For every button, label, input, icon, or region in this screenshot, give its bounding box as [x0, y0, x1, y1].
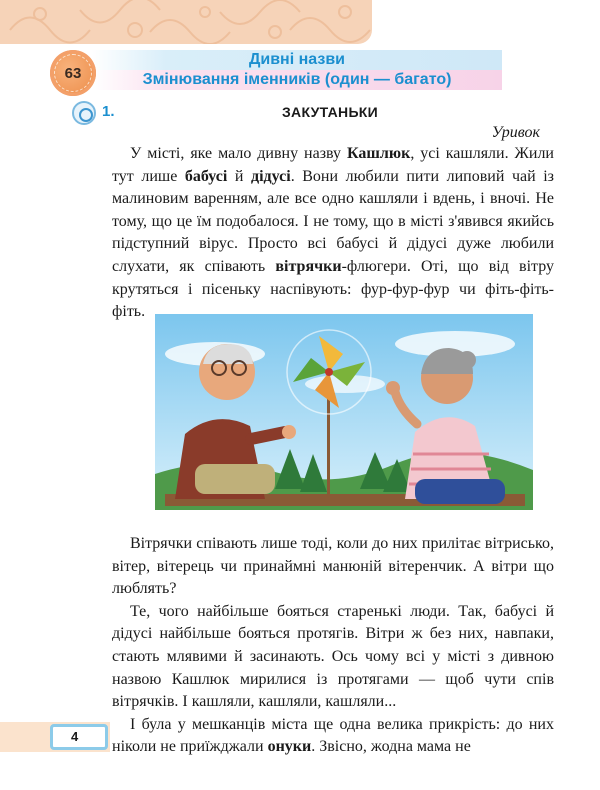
- excerpt-label: Уривок: [491, 124, 540, 141]
- task-number: 1.: [102, 103, 115, 120]
- bold-word: дідусі: [251, 167, 291, 185]
- story-title: ЗАКУТАНЬКИ: [281, 104, 379, 120]
- bold-word: Кашлюк: [347, 145, 411, 162]
- bold-word: бабусі: [184, 167, 228, 185]
- lesson-title: Дивні назви: [248, 51, 345, 68]
- ornament-pattern: [0, 0, 372, 44]
- top-ornament-band: [0, 0, 372, 44]
- disc-task-icon: [72, 101, 96, 125]
- story-paragraph-1: У місті, яке мало дивну назву Кашлюк, усі кашляли. Жили тут лише бабусі й дідусі. Вони любили пити липовий чай із малиновим варенням, але все одно кашляли і вдень, і вночі. Не тому, що це їм подобалося. І не тому, що в місті з'явився якийсь підступний вірус. Просто всі бабусі й дідусі дуже любили слухати, як співають вітрячки-флюгери. Оті, що від вітру крутяться і пісеньку наспівують: фур-фур-фур чи фіть-фіть-фіть.: [112, 145, 554, 321]
- story-paragraph-4: І була у мешканців міста ще одна велика прикрість: до них ніколи не приїжджали онуки. Звісно, жодна мама не: [112, 715, 554, 756]
- story-illustration: [155, 314, 533, 510]
- story-paragraph-2: Вітрячки співають лише тоді, коли до них прилітає вітрисько, вітер, вітерець чи принаймні манюній вітеренчик. А вітри що люблять?: [112, 535, 554, 598]
- bold-word: вітрячки: [275, 257, 342, 275]
- lesson-subtitle: Змінювання іменників (один — багато): [142, 71, 452, 88]
- story-paragraph-3: Те, чого найбільше бояться старенькі люди. Так, бабусі й дідусі найбільше бояться протягів. Вітри ж без них, навпаки, стають млявими й засинають. Ось чому всі у місті з дивною назвою Кашлюк мирилися із протягами — щоб чути спів вітрячків. І кашляли, кашляли, кашляли...: [112, 602, 554, 711]
- lesson-number-badge: 63: [50, 50, 96, 96]
- page-number: 4: [50, 724, 108, 750]
- bold-word: онуки: [267, 738, 312, 756]
- story-continuation: [112, 533, 554, 759]
